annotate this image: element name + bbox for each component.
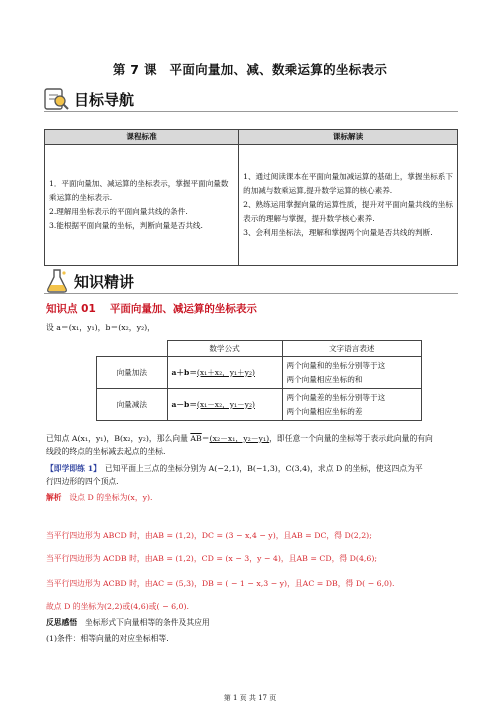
op-formula xyxy=(167,389,282,421)
section-divider xyxy=(44,293,458,294)
known-line-2: 线段的终点的坐标减去起点的坐标. xyxy=(46,447,166,456)
section-divider xyxy=(44,111,458,112)
case-2: 当平行四边形为 ACDB 时，由AB = (1,2)，CD = (x − 3，y − 4)，且AB = CD，得 D(4,6); xyxy=(46,554,378,563)
known-eq: ＝ xyxy=(201,434,210,443)
header-interpretation: 课标解读 xyxy=(239,130,458,145)
reflection-tag: 反思感悟 xyxy=(46,618,78,627)
page-footer: 第 1 页 共 17 页 xyxy=(223,694,277,702)
standards-left-cell xyxy=(45,145,239,266)
section-header-goals xyxy=(44,86,134,112)
desc-line: 两个向量和的坐标分别等于这 xyxy=(286,360,386,370)
solution-line xyxy=(46,492,153,504)
standard-item: 3.能根据平面向量的坐标，判断向量是否共线. xyxy=(49,221,203,230)
section-header-knowledge xyxy=(44,268,134,294)
magnifier-book-icon xyxy=(44,86,70,112)
standards-right-cell xyxy=(239,145,458,266)
op-name: 向量加法 xyxy=(97,357,168,389)
ops-header-formula: 数学公式 xyxy=(167,341,282,357)
practice-line-2: 行四边形的四个顶点. xyxy=(46,477,119,486)
op-name: 向量减法 xyxy=(97,389,168,421)
setup-text: 设 a＝(x₁，y₁)，b＝(x₂，y₂)， xyxy=(46,323,155,332)
case-3: 当平行四边形为 ACBD 时，由AC = (5,3)，DB = ( − 1 − x,3 − y)，且AC = DB，得 D( − 6,0). xyxy=(46,579,395,588)
known-text: 已知点 A(x₁，y₁)，B(x₂，y₂)，那么向量 xyxy=(46,434,191,443)
interpretation-item: 2、熟练运用掌握向量的运算性质，提升对平面向量共线的坐标表示的理解与掌握，提升数学核心素养. xyxy=(243,200,453,223)
standards-table xyxy=(44,129,458,266)
ops-corner xyxy=(97,341,168,357)
desc-line: 两个向量差的坐标分别等于这 xyxy=(286,392,386,402)
conclusion: 故点 D 的坐标为(2,2)或(4,6)或( − 6,0). xyxy=(46,602,190,611)
desc-line: 两个向量相应坐标的和 xyxy=(286,374,363,384)
formula-rhs: (x₁－x₂，y₁－y₂) xyxy=(196,399,255,409)
standard-item: 1．平面向量加、减运算的坐标表示，掌握平面向量数乘运算的坐标表示. xyxy=(49,179,229,202)
header-standard: 课程标准 xyxy=(45,130,239,145)
section-title-goals: 目标导航 xyxy=(74,90,135,109)
ops-header-desc: 文字语言表述 xyxy=(282,341,422,357)
case-1: 当平行四边形为 ABCD 时，由AB = (1,2)，DC = (3 − x,4 − y)，且AB = DC，得 D(2,2); xyxy=(46,531,372,540)
practice-tag: 【即学即练 1】 xyxy=(46,464,98,473)
known-rest: ，即任意一个向量的坐标等于表示此向量的有向 xyxy=(269,434,433,443)
page-title: 第 7 课 平面向量加、减、数乘运算的坐标表示 xyxy=(112,62,388,77)
knowledge-point-title: 知识点 01 平面向量加、减运算的坐标表示 xyxy=(46,303,257,315)
interpretation-item: 3、会利用坐标法，理解和掌握两个向量是否共线的判断. xyxy=(243,228,433,237)
operations-table xyxy=(96,340,422,421)
section-title-knowledge: 知识精讲 xyxy=(74,272,135,291)
interpretation-item: 1、通过阅读课本在平面向量加减运算的基础上，掌握坐标系下的加减与数乘运算,提升数学运算的核心素养. xyxy=(243,172,453,195)
formula-rhs: (x₁＋x₂，y₁＋y₂) xyxy=(196,367,255,377)
solution-tag: 解析 xyxy=(46,493,62,502)
formula-lhs: a＋b＝ xyxy=(171,367,197,377)
practice-line-1 xyxy=(46,463,423,475)
formula-lhs: a－b＝ xyxy=(171,399,197,409)
practice-text: 已知平面上三点的坐标分别为 A(−2,1)，B(−1,3)，C(3,4)，求点 D 的坐标，使这四点为平 xyxy=(97,464,423,473)
flask-icon xyxy=(44,268,70,294)
standard-item: 2.理解用坐标表示的平面向量共线的条件. xyxy=(49,207,188,216)
reflection-line xyxy=(46,617,210,629)
known-coords: (x₂－x₁，y₂－y₁) xyxy=(209,434,270,443)
op-formula xyxy=(167,357,282,389)
solution-intro: 设点 D 的坐标为(x，y). xyxy=(61,493,153,502)
op-description xyxy=(282,357,422,389)
desc-line: 两个向量相应坐标的差 xyxy=(286,406,363,416)
condition-line: (1)条件：相等向量的对应坐标相等. xyxy=(46,634,169,643)
reflection-text: 坐标形式下向量相等的条件及其应用 xyxy=(77,618,210,627)
op-description xyxy=(282,389,422,421)
vector-ab: $\overline{AB}$ xyxy=(190,434,202,443)
known-line-1 xyxy=(46,433,433,445)
